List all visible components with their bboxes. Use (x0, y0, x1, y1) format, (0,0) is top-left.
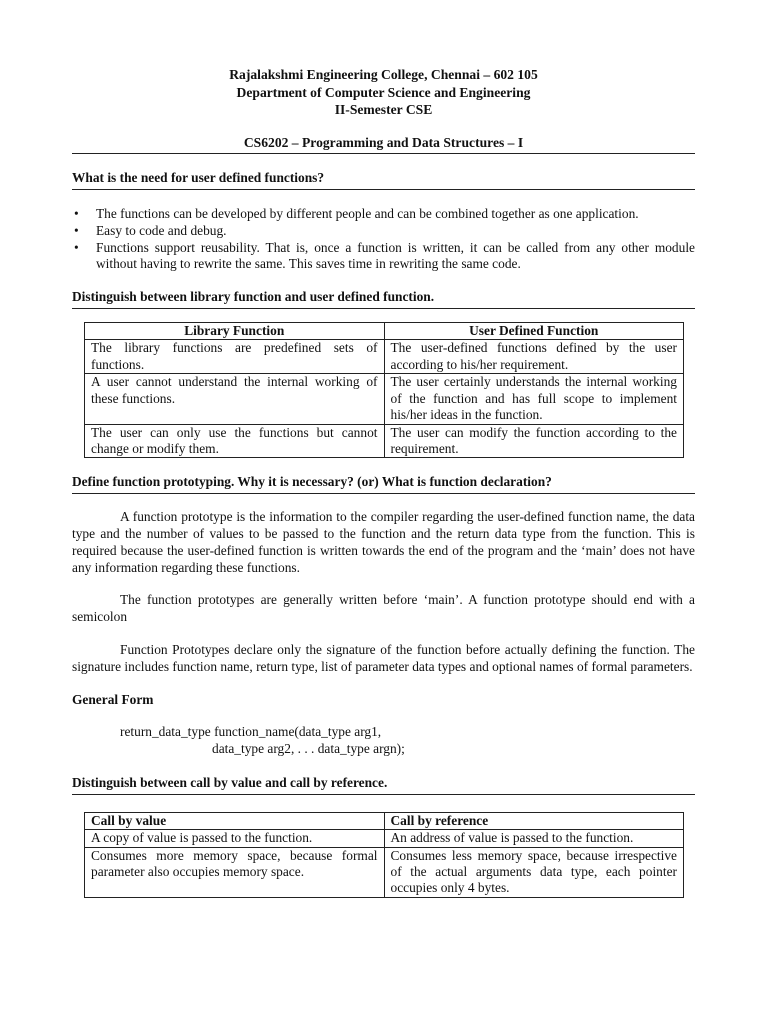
table-cell: A user cannot understand the internal working of these functions. (85, 374, 385, 424)
table-row (85, 847, 684, 897)
column-header: User Defined Function (384, 323, 684, 340)
table-row (85, 424, 684, 458)
table-cell: An address of value is passed to the function. (384, 830, 684, 847)
table-cell: A copy of value is passed to the function. (85, 830, 385, 847)
library-vs-user-table (84, 322, 684, 458)
column-header: Call by value (85, 812, 385, 829)
college-name: Rajalakshmi Engineering College, Chennai – 602 105 (229, 67, 538, 82)
table-cell: The library functions are predefined sets of functions. (85, 340, 385, 374)
code-line: data_type arg2, . . . data_type argn); (212, 741, 405, 757)
semester: II-Semester CSE (334, 102, 433, 117)
table-header-row (85, 323, 684, 340)
paragraph: A function prototype is the information to the compiler regarding the user-defined function name, the data type and the number of values to be passed to the function and the return data type from the function. This is required because the user-defined function is written towards the end of the program and the ‘main’ does not have any information regarding these functions. (72, 509, 695, 575)
course-title: CS6202 – Programming and Data Structures – I (72, 135, 695, 155)
question-3-title: Define function prototyping. Why it is necessary? (or) What is function declaration? (72, 474, 695, 494)
question-2-title: Distinguish between library function and user defined function. (72, 289, 695, 309)
question-4-title: Distinguish between call by value and call by reference. (72, 775, 695, 795)
table-row (85, 340, 684, 374)
table-cell: The user can modify the function according to the requirement. (384, 424, 684, 458)
bullet-item: • Functions support reusability. That is, once a function is written, it can be called from any other module without having to rewrite the same. This saves time in rewriting the same code. (72, 240, 695, 274)
column-header: Library Function (85, 323, 385, 340)
bullet-item: • The functions can be developed by different people and can be combined together as one application. (72, 206, 695, 223)
column-header: Call by reference (384, 812, 684, 829)
table-row (85, 830, 684, 847)
general-form-label: General Form (72, 691, 154, 707)
department-name: Department of Computer Science and Engineering (236, 84, 531, 100)
code-line: return_data_type function_name(data_type arg1, (120, 724, 382, 740)
table-cell: The user certainly understands the internal working of the function and has full scope to implement his/her ideas in the function. (384, 374, 684, 424)
table-cell: Consumes more memory space, because formal parameter also occupies memory space. (85, 847, 385, 897)
paragraph: Function Prototypes declare only the signature of the function before actually defining the function. The signature includes function name, return type, list of parameter data types and optional names of formal parameters. (72, 641, 695, 674)
table-cell: Consumes less memory space, because irrespective of the actual arguments data type, each pointer occupies only 4 bytes. (384, 847, 684, 897)
document-page (72, 66, 695, 898)
table-header-row (85, 812, 684, 829)
table-cell: The user can only use the functions but cannot change or modify them. (85, 424, 385, 458)
bullet-item: • Easy to code and debug. (72, 223, 695, 240)
question-1-title: What is the need for user defined functions? (72, 170, 695, 190)
call-by-value-vs-reference-table (84, 812, 684, 898)
table-cell: The user-defined functions defined by the user according to his/her requirement. (384, 340, 684, 374)
question-1-bullets (72, 206, 695, 273)
table-row (85, 374, 684, 424)
paragraph: The function prototypes are generally written before ‘main’. A function prototype should end with a semicolon (72, 592, 695, 625)
